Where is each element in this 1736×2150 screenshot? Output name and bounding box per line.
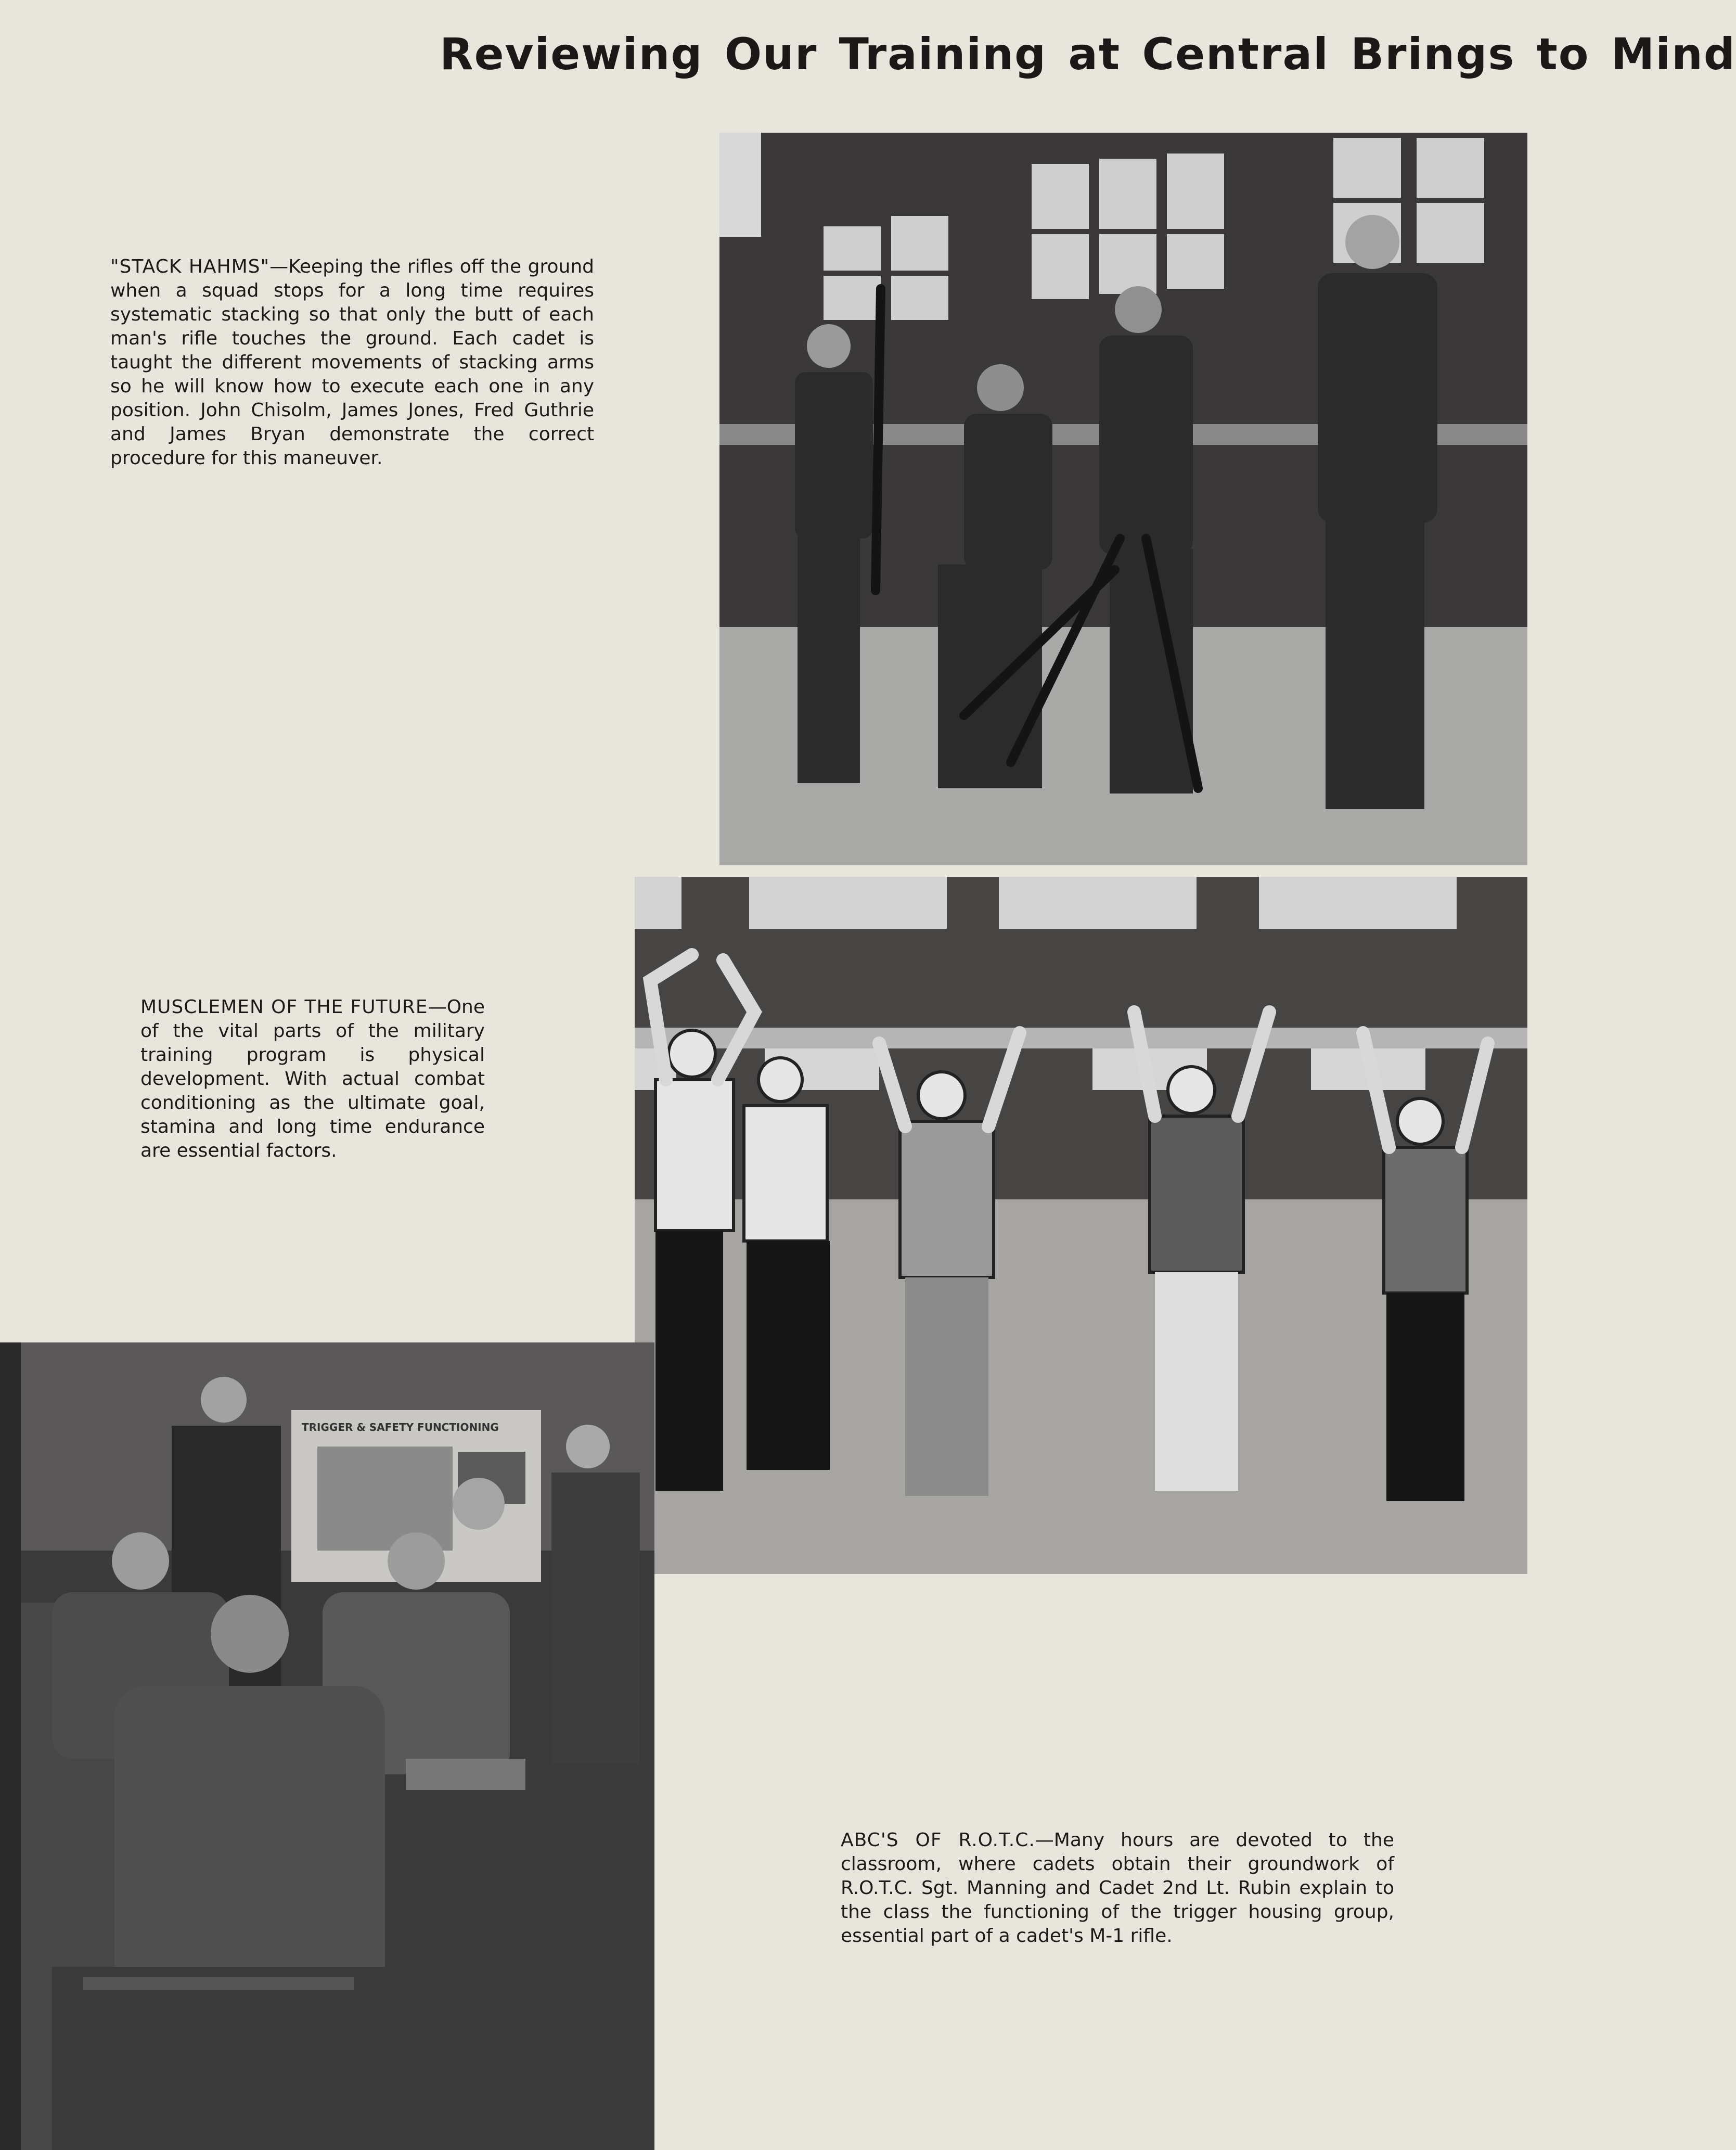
caption-musclemen [140,995,485,1163]
caption-rotc-text: —Many hours are devoted to the classroom, where cadets obtain their groundwork of R.O.T.C. Sgt. Manning and Cadet 2nd Lt. Rubin explain to the class the functioning of the trigger housing group, essential part of a cadet's M-1 rifle. [841,1829,1394,1947]
caption-musclemen-heading: MUSCLEMEN OF THE FUTURE [140,996,428,1018]
photo-stacking-arms [719,133,1527,865]
photo-calisthenics [635,877,1527,1574]
caption-stack-arms [110,255,594,470]
caption-rotc [841,1828,1394,1948]
page-title: Reviewing Our Training at Central Brings to Mind [440,29,1736,80]
caption-rotc-heading: ABC'S OF R.O.T.C. [841,1829,1035,1851]
caption-stack-arms-heading: "STACK HAHMS" [110,256,270,277]
caption-musclemen-text: —One of the vital parts of the military training program is physical development. With actual combat conditioning as the ultimate goal, stamina and long time endurance are essential factors. [140,996,485,1161]
classroom-chart-label: TRIGGER & SAFETY FUNCTIONING [302,1421,499,1434]
caption-stack-arms-text: —Keeping the rifles off the ground when a squad stops for a long time requires systematic stacking so that only the butt of each man's rifle touches the ground. Each cadet is taught the different movements of stacking arms so he will know how to execute each one in any position. John Chisolm, James Jones, Fred Guthrie and James Bryan demonstrate the correct procedure for this maneuver. [110,256,594,469]
photo-classroom [0,1342,654,2150]
